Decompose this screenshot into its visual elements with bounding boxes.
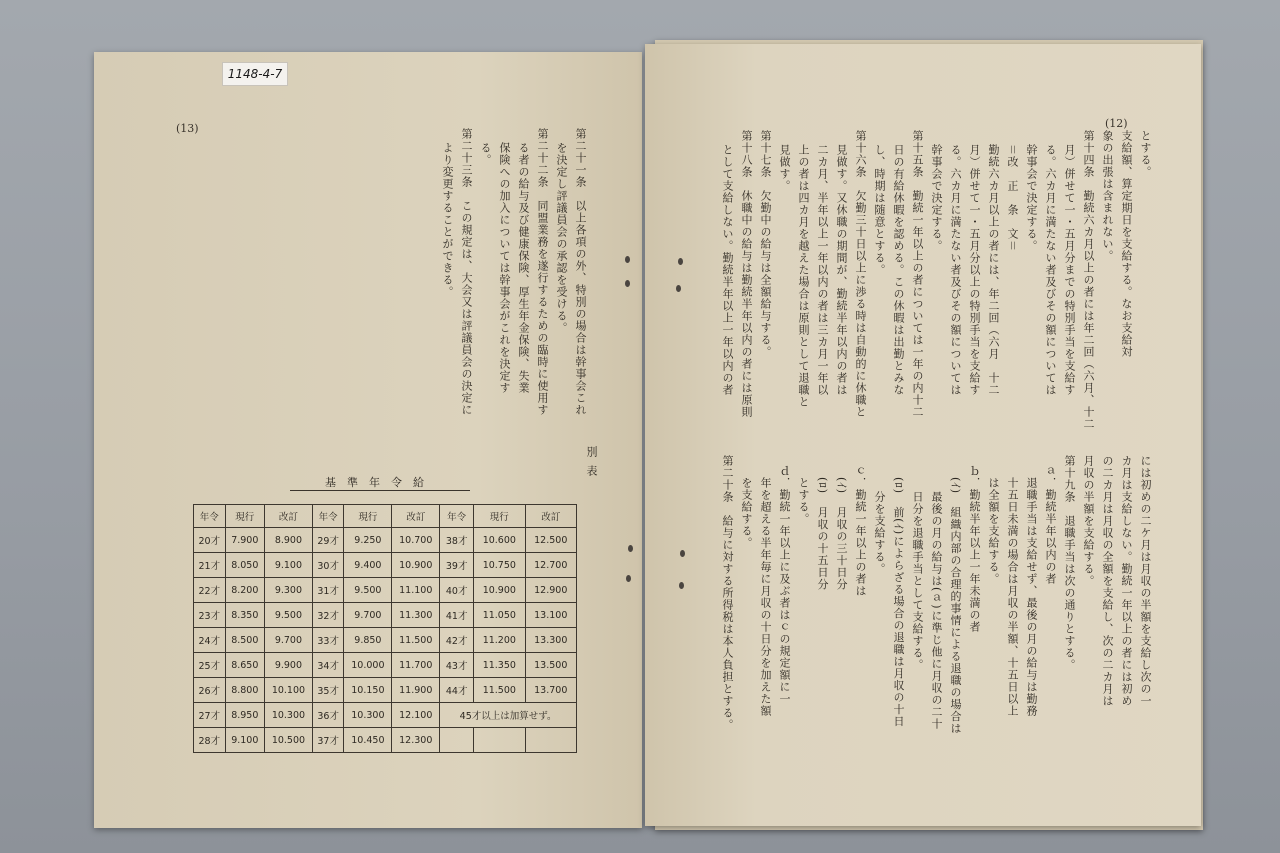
- table-cell: 13.700: [525, 678, 576, 703]
- header-current: 現行: [344, 505, 392, 528]
- table-cell: 32才: [312, 603, 344, 628]
- text-line: 幹事会で決定する。: [930, 144, 943, 252]
- table-cell: 13.100: [525, 603, 576, 628]
- header-current: 現行: [474, 505, 525, 528]
- table-cell-empty: [440, 728, 474, 753]
- binding-hole: [676, 285, 681, 292]
- text-line: 第十八条 休職中の給与は勤続半年以内の者には原則: [740, 130, 753, 418]
- text-line: 象の出張は含まれない。: [1101, 130, 1114, 262]
- text-line: (ｲ) 月収の三十日分: [835, 477, 848, 591]
- table-cell: 9.900: [265, 653, 313, 678]
- table-cell: 9.700: [265, 628, 313, 653]
- table-cell: 11.300: [392, 603, 440, 628]
- text-line: 最後の月の給与は(ａ)に準じ他に月収の二十: [930, 491, 943, 730]
- table-cell: 8.800: [225, 678, 264, 703]
- table-cell: 10.450: [344, 728, 392, 753]
- table-cell: 8.500: [225, 628, 264, 653]
- text-line: (ﾛ) 月収の十五日分: [816, 477, 829, 591]
- text-line: 第十九条 退職手当は次の通りとする。: [1063, 455, 1076, 671]
- table-cell: 10.300: [265, 703, 313, 728]
- table-cell: 8.900: [265, 528, 313, 553]
- text-line: ｄ．勤続一年以上に及ぶ者はｃの規定額に一: [778, 465, 791, 705]
- table-cell-empty: [525, 728, 576, 753]
- table-cell-empty: [474, 728, 525, 753]
- text-line: る。六カ月に満たない者及びその額については: [949, 144, 962, 396]
- table-cell: 25才: [194, 653, 226, 678]
- text-line: 十五日未満の場合は月収の半額、十五日以上: [1006, 477, 1019, 717]
- table-cell: 31才: [312, 578, 344, 603]
- header-revised: 改訂: [525, 505, 576, 528]
- table-cell: 8.200: [225, 578, 264, 603]
- table-cell: 11.350: [474, 653, 525, 678]
- table-row: [194, 578, 577, 603]
- text-line: ｃ．勤続一年以上の者は: [854, 465, 867, 597]
- binding-hole: [625, 256, 630, 263]
- text-line: 分を支給する。: [873, 491, 886, 575]
- right-upper-text-block: [718, 130, 1155, 450]
- table-row: [194, 553, 577, 578]
- table-cell: 9.100: [225, 728, 264, 753]
- table-cell: 39才: [440, 553, 474, 578]
- table-cell: 38才: [440, 528, 474, 553]
- table-row: [194, 653, 577, 678]
- table-row: [194, 603, 577, 628]
- text-line: 退職手当は支給せず、最後の月の給与は勤務: [1025, 477, 1038, 717]
- table-cell: 8.050: [225, 553, 264, 578]
- table-cell: 44才: [440, 678, 474, 703]
- table-cell: 20才: [194, 528, 226, 553]
- article-23-line-1: 第二十三条 この規定は、大会又は評議員会の決定に: [460, 128, 473, 416]
- text-line: る。六カ月に満たない者及びその額については: [1044, 144, 1057, 396]
- table-cell: 23才: [194, 603, 226, 628]
- table-cell: 12.500: [525, 528, 576, 553]
- binding-hole: [626, 575, 631, 582]
- table-cell: 27才: [194, 703, 226, 728]
- table-cell: 10.300: [344, 703, 392, 728]
- table-cell: 26才: [194, 678, 226, 703]
- base-age-wage-table: [193, 504, 577, 753]
- table-cell: 41才: [440, 603, 474, 628]
- article-22-line-2: る者の給与及び健康保険、厚生年金保険、失業: [517, 142, 530, 394]
- table-row: [194, 628, 577, 653]
- table-cell: 12.700: [525, 553, 576, 578]
- binding-hole: [625, 280, 630, 287]
- left-page-number: (13): [176, 122, 199, 135]
- table-cell: 9.700: [344, 603, 392, 628]
- table-cell: 10.700: [392, 528, 440, 553]
- binding-hole: [628, 545, 633, 552]
- table-title: 基準年令給: [290, 474, 470, 491]
- table-cell: 9.400: [344, 553, 392, 578]
- text-line: 第十四条 勤続六カ月以上の者には年二回（六月、十二: [1082, 130, 1095, 430]
- text-line: カ月は支給しない。勤続一年以上の者には初め: [1120, 455, 1133, 707]
- table-cell: 11.100: [392, 578, 440, 603]
- table-cell: 34才: [312, 653, 344, 678]
- table-cell: 35才: [312, 678, 344, 703]
- table-row: [194, 703, 577, 728]
- archive-label-sticker: 1148-4-7: [222, 62, 288, 86]
- table-cell: 42才: [440, 628, 474, 653]
- table-cell: 11.050: [474, 603, 525, 628]
- text-line: 月）併せて一・五月分以上の特別手当を支給す: [968, 144, 981, 396]
- text-line: には初めの二ケ月は月収の半額を支給し次の一: [1139, 455, 1152, 707]
- article-23-line-2: より変更することができる。: [441, 142, 454, 298]
- text-line: を支給する。: [740, 477, 753, 549]
- binding-hole: [680, 550, 685, 557]
- text-line: 日分を退職手当として支給する。: [911, 491, 924, 671]
- table-note: 45才以上は加算せず。: [440, 703, 577, 728]
- table-cell: 10.900: [474, 578, 525, 603]
- text-line: 見做す。又休職の期間が、勤続半年以内の者は: [835, 144, 848, 396]
- header-age: 年令: [440, 505, 474, 528]
- table-cell: 11.700: [392, 653, 440, 678]
- text-line: 支給額、算定期日を支給する。なお支給対: [1120, 130, 1133, 358]
- table-cell: 33才: [312, 628, 344, 653]
- text-line: 月収の半額を支給する。: [1082, 455, 1095, 587]
- text-line: 上の者は四カ月を越えた場合は原則として退職と: [797, 144, 810, 408]
- table-cell: 13.300: [525, 628, 576, 653]
- header-current: 現行: [225, 505, 264, 528]
- text-line: ｂ．勤続半年以上一年未満の者: [968, 465, 981, 633]
- text-line: 勤続六カ月以上の者には、年二回（六月 十二: [987, 144, 1000, 396]
- table-cell: 9.250: [344, 528, 392, 553]
- article-22-line-4: る。: [479, 142, 492, 166]
- text-line: 第十七条 欠勤中の給与は全額給与する。: [759, 130, 772, 358]
- text-line: (ﾛ) 前(ｲ)によらざる場合の退職は月収の十日: [892, 477, 905, 728]
- table-cell: 28才: [194, 728, 226, 753]
- binding-hole: [678, 258, 683, 265]
- right-page-number: (12): [1105, 117, 1128, 130]
- table-cell: 8.350: [225, 603, 264, 628]
- table-header-row: [194, 505, 577, 528]
- table-cell: 8.650: [225, 653, 264, 678]
- table-cell: 11.900: [392, 678, 440, 703]
- text-line: 月）併せて一・五月分までの特別手当を支給す: [1063, 144, 1076, 396]
- table-cell: 29才: [312, 528, 344, 553]
- table-cell: 22才: [194, 578, 226, 603]
- table-cell: 9.100: [265, 553, 313, 578]
- table-cell: 11.200: [474, 628, 525, 653]
- text-line: とする。: [797, 477, 810, 525]
- table-cell: 10.150: [344, 678, 392, 703]
- table-cell: 21才: [194, 553, 226, 578]
- text-line: とする。: [1139, 130, 1152, 178]
- text-line: は全額を支給する。: [987, 477, 1000, 585]
- article-22-line-1: 第二十二条 同盟業務を遂行するための臨時に使用す: [536, 128, 549, 416]
- table-cell: 7.900: [225, 528, 264, 553]
- text-line: の二カ月は月収の全額を支給し、次の二カ月は: [1101, 455, 1114, 707]
- table-row: [194, 678, 577, 703]
- article-21-line-2: を決定し評議員会の承認を受ける。: [555, 142, 568, 334]
- table-cell: 37才: [312, 728, 344, 753]
- annex-label: 別表: [585, 446, 598, 484]
- table-cell: 11.500: [474, 678, 525, 703]
- text-line: 年を超える半年毎に月収の十日分を加えた額: [759, 477, 772, 717]
- table-cell: 36才: [312, 703, 344, 728]
- article-22-line-3: 保険への加入については幹事会がこれを決定す: [498, 142, 511, 394]
- text-line: 第十五条 勤続一年以上の者については一年の内十二: [911, 130, 924, 418]
- text-line: ａ．勤続半年以内の者: [1044, 465, 1057, 585]
- article-21-line-1: 第二十一条 以上各項の外、特別の場合は幹事会これ: [574, 128, 587, 416]
- table-cell: 10.900: [392, 553, 440, 578]
- table-cell: 9.300: [265, 578, 313, 603]
- table-cell: 10.750: [474, 553, 525, 578]
- table-row: [194, 728, 577, 753]
- table-cell: 40才: [440, 578, 474, 603]
- text-line: 見做す。: [778, 144, 791, 192]
- table-cell: 30才: [312, 553, 344, 578]
- text-line: 第二十条 給与に対する所得税は本人負担とする。: [721, 455, 734, 731]
- table-cell: 10.000: [344, 653, 392, 678]
- table-cell: 12.900: [525, 578, 576, 603]
- table-cell: 12.300: [392, 728, 440, 753]
- text-line: し、時期は随意とする。: [873, 144, 886, 276]
- table-cell: 9.850: [344, 628, 392, 653]
- table-cell: 12.100: [392, 703, 440, 728]
- header-revised: 改訂: [265, 505, 313, 528]
- text-line: (ｲ) 組織内部の合理的事情による退職の場合は: [949, 477, 962, 735]
- table-cell: 10.100: [265, 678, 313, 703]
- right-lower-text-block: [718, 455, 1155, 785]
- table-cell: 43才: [440, 653, 474, 678]
- text-line: ＝改 正 条 文＝: [1006, 144, 1019, 252]
- header-age: 年令: [312, 505, 344, 528]
- table-cell: 9.500: [265, 603, 313, 628]
- table-cell: 24才: [194, 628, 226, 653]
- binding-hole: [679, 582, 684, 589]
- table-cell: 8.950: [225, 703, 264, 728]
- text-line: として支給しない。勤続半年以上一年以内の者: [721, 144, 734, 396]
- table-cell: 11.500: [392, 628, 440, 653]
- header-revised: 改訂: [392, 505, 440, 528]
- left-articles-block: [438, 128, 590, 468]
- text-line: 幹事会で決定する。: [1025, 144, 1038, 252]
- table-row: [194, 528, 577, 553]
- header-age: 年令: [194, 505, 226, 528]
- text-line: 日の有給休暇を認める。この休暇は出勤とみな: [892, 144, 905, 396]
- table-cell: 13.500: [525, 653, 576, 678]
- table-cell: 10.600: [474, 528, 525, 553]
- text-line: 二カ月、半年以上一年以内の者は三カ月一年以: [816, 144, 829, 396]
- table-cell: 10.500: [265, 728, 313, 753]
- table-cell: 9.500: [344, 578, 392, 603]
- text-line: 第十六条 欠勤三十日以上に渉る時は自動的に休職と: [854, 130, 867, 418]
